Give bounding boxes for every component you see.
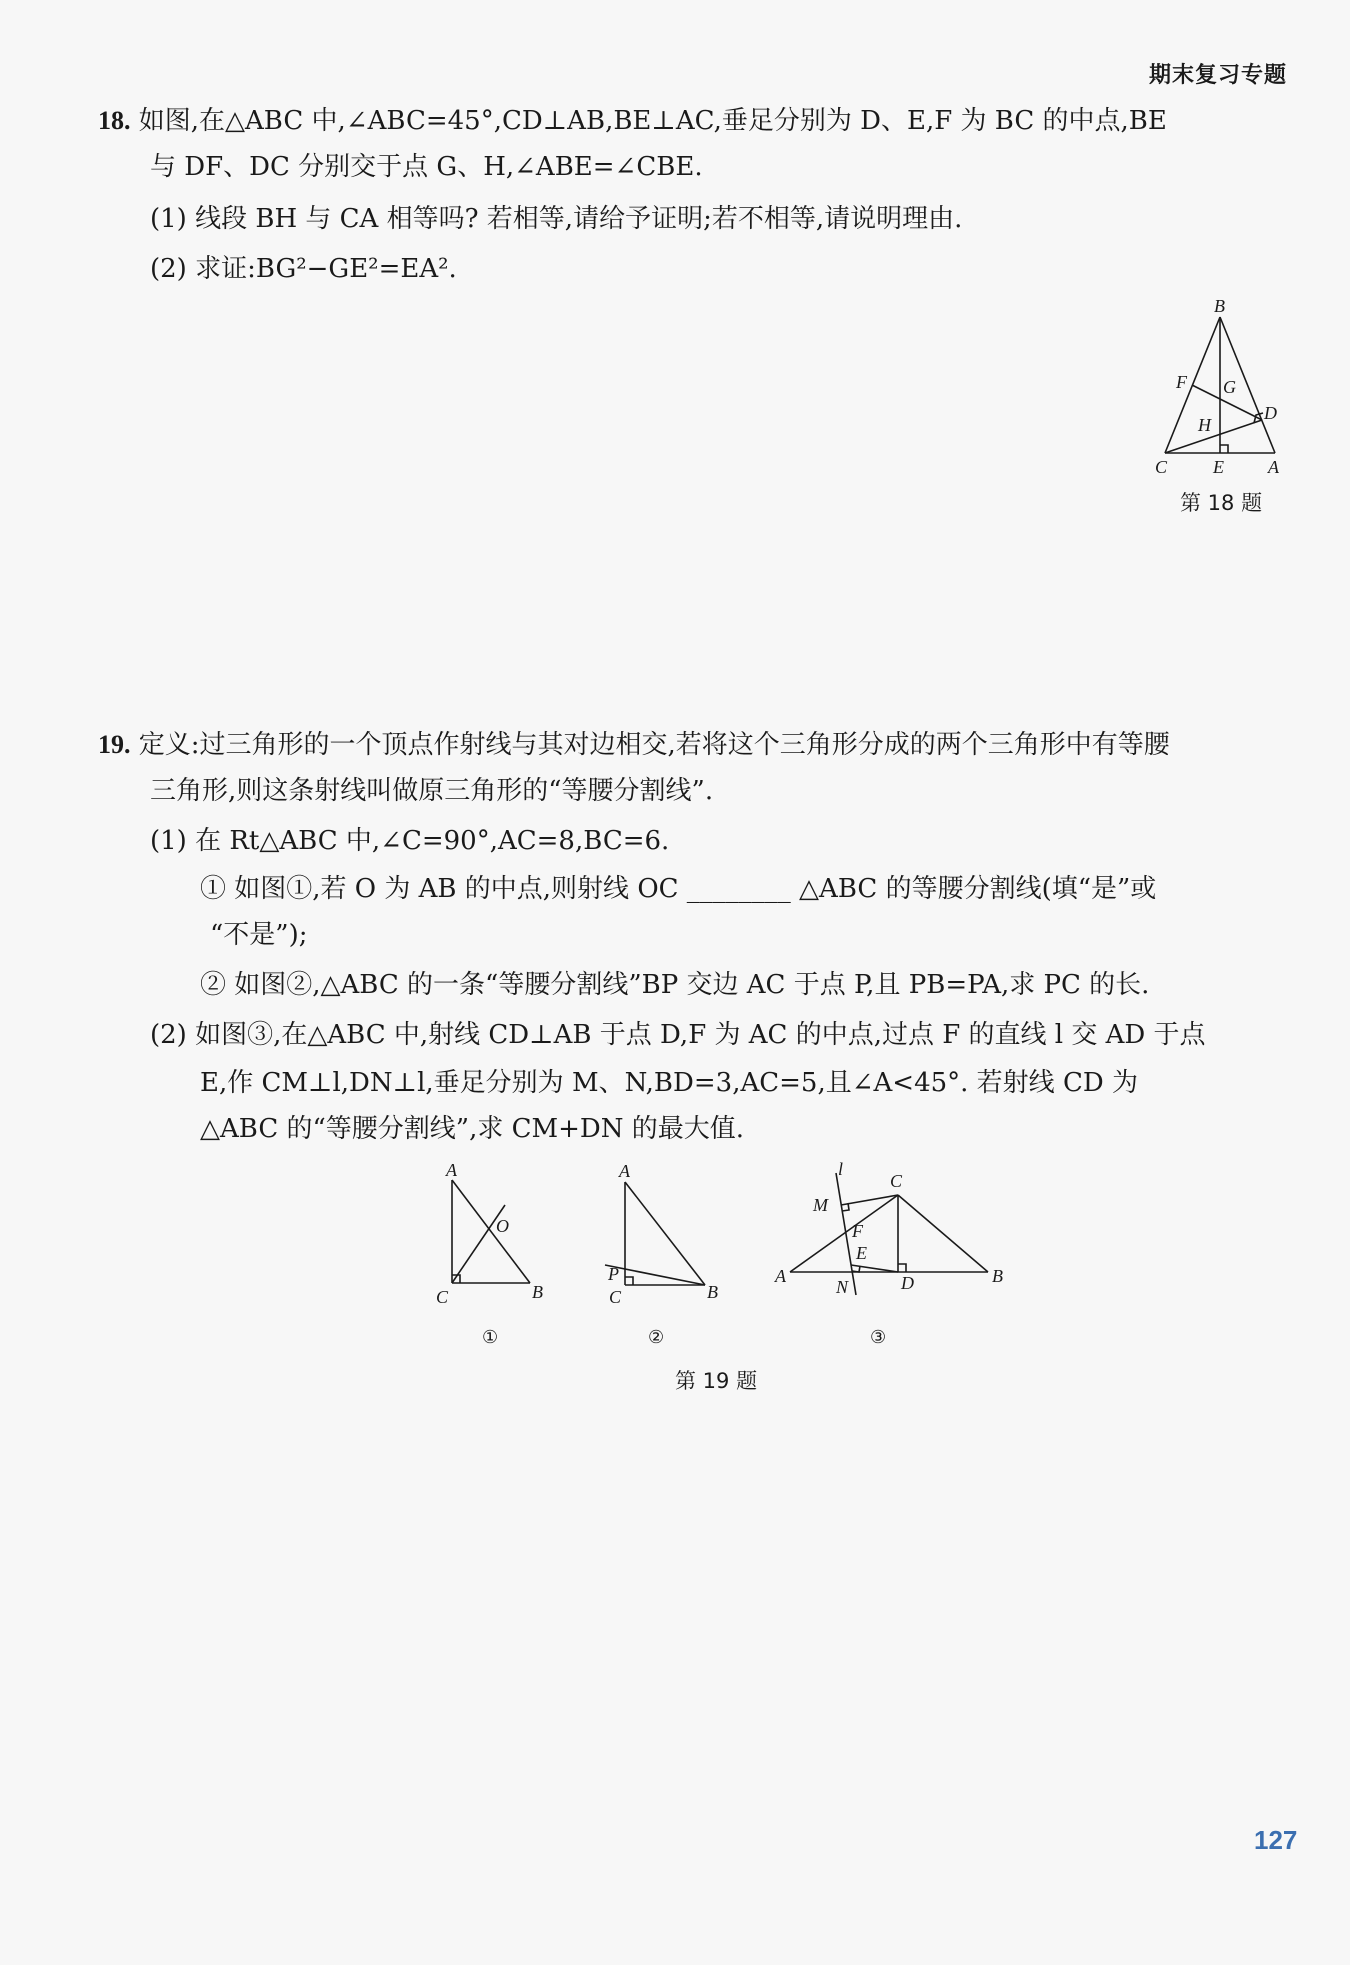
q18-label-f: F [1176, 372, 1187, 392]
fig1-label-o: O [496, 1216, 509, 1236]
fig2-right-angle [625, 1277, 633, 1285]
q18-right-angle-e [1220, 445, 1228, 453]
fig3-label-b: B [992, 1266, 1003, 1286]
fig1-mark: ① [482, 1327, 499, 1348]
fig3-label-c: C [890, 1171, 903, 1191]
fig3-label-l: l [838, 1159, 844, 1179]
q18-part2: (2) 求证:BG²−GE²=EA². [150, 254, 457, 284]
section-header: 期末复习专题 [1148, 63, 1287, 88]
q18-part1: (1) 线段 BH 与 CA 相等吗? 若相等,请给予证明;若不相等,请说明理由. [150, 204, 963, 234]
q19-sub1-line1: ① 如图①,若 O 为 AB 的中点,则射线 OC ________ △ABC 的等腰分割线(填“是”或 [200, 874, 1157, 904]
fig3-label-f: F [852, 1221, 863, 1241]
fig3-side-cb [898, 1195, 988, 1272]
fig3-mark: ③ [870, 1327, 887, 1348]
q18-altitude-cd [1165, 420, 1262, 453]
fig2-label-b: B [707, 1282, 718, 1302]
fig3-side-ac [790, 1195, 898, 1272]
q19-sub1-line2: “不是”); [210, 920, 308, 950]
fig3-right-angle-d [898, 1264, 906, 1272]
fig2-label-c: C [609, 1287, 622, 1307]
fig2-mark: ② [648, 1327, 665, 1348]
q18-line1 [98, 104, 1167, 138]
q18-label-d: D [1264, 403, 1277, 423]
fig2-label-a: A [619, 1161, 630, 1181]
fig1-side-ab [452, 1180, 530, 1283]
q19-caption: 第 19 题 [675, 1369, 758, 1393]
q19-figure-3 [768, 1155, 1008, 1365]
q18-figure [1150, 295, 1300, 485]
fig1-label-b: B [532, 1282, 543, 1302]
fig3-segment-dn [851, 1265, 898, 1272]
q18-number: 18. [98, 106, 131, 135]
q19-sub2: ② 如图②,△ABC 的一条“等腰分割线”BP 交边 AC 于点 P,且 PB=PA,求 PC 的长. [200, 970, 1150, 1000]
q18-text-line1: 如图,在△ABC 中,∠ABC=45°,CD⊥AB,BE⊥AC,垂足分别为 D、E,F 为 BC 的中点,BE [138, 106, 1167, 136]
fig2-ray-bp [605, 1265, 705, 1285]
q18-label-e: E [1213, 457, 1224, 477]
fig2-side-ab [625, 1182, 705, 1285]
q18-label-c: C [1155, 457, 1168, 477]
fig1-label-a: A [446, 1160, 457, 1180]
q19-part2-line3: △ABC 的“等腰分割线”,求 CM+DN 的最大值. [200, 1114, 745, 1144]
q19-part1: (1) 在 Rt△ABC 中,∠C=90°,AC=8,BC=6. [150, 826, 670, 856]
q19-line1 [98, 728, 1170, 762]
fig3-label-d: D [901, 1273, 914, 1293]
q18-label-b: B [1214, 296, 1225, 316]
q18-label-a: A [1268, 457, 1279, 477]
q19-text-line1: 定义:过三角形的一个顶点作射线与其对边相交,若将这个三角形分成的两个三角形中有等腰 [138, 730, 1170, 760]
q18-caption: 第 18 题 [1180, 491, 1263, 515]
q18-label-h: H [1198, 415, 1211, 435]
fig3-label-m: M [813, 1195, 828, 1215]
q19-figure-2 [595, 1160, 725, 1360]
q19-part2-line1: (2) 如图③,在△ABC 中,射线 CD⊥AB 于点 D,F 为 AC 的中点,过点 F 的直线 l 交 AD 于点 [150, 1020, 1206, 1050]
q19-part2-line2: E,作 CM⊥l,DN⊥l,垂足分别为 M、N,BD=3,AC=5,且∠A<45°. 若射线 CD 为 [200, 1068, 1138, 1098]
q19-text-line2: 三角形,则这条射线叫做原三角形的“等腰分割线”. [150, 776, 714, 806]
fig3-label-a: A [775, 1266, 786, 1286]
fig3-label-n: N [836, 1277, 849, 1297]
fig3-label-e: E [856, 1243, 867, 1263]
fig1-label-c: C [436, 1287, 449, 1307]
q19-number: 19. [98, 730, 131, 759]
page-number: 127 [1254, 1825, 1298, 1855]
q19-figure-1 [430, 1160, 565, 1360]
q18-text-line2: 与 DF、DC 分别交于点 G、H,∠ABE=∠CBE. [150, 152, 703, 182]
fig2-label-p: P [608, 1264, 619, 1284]
q18-label-g: G [1223, 377, 1236, 397]
fig3-segment-cm [841, 1195, 898, 1205]
